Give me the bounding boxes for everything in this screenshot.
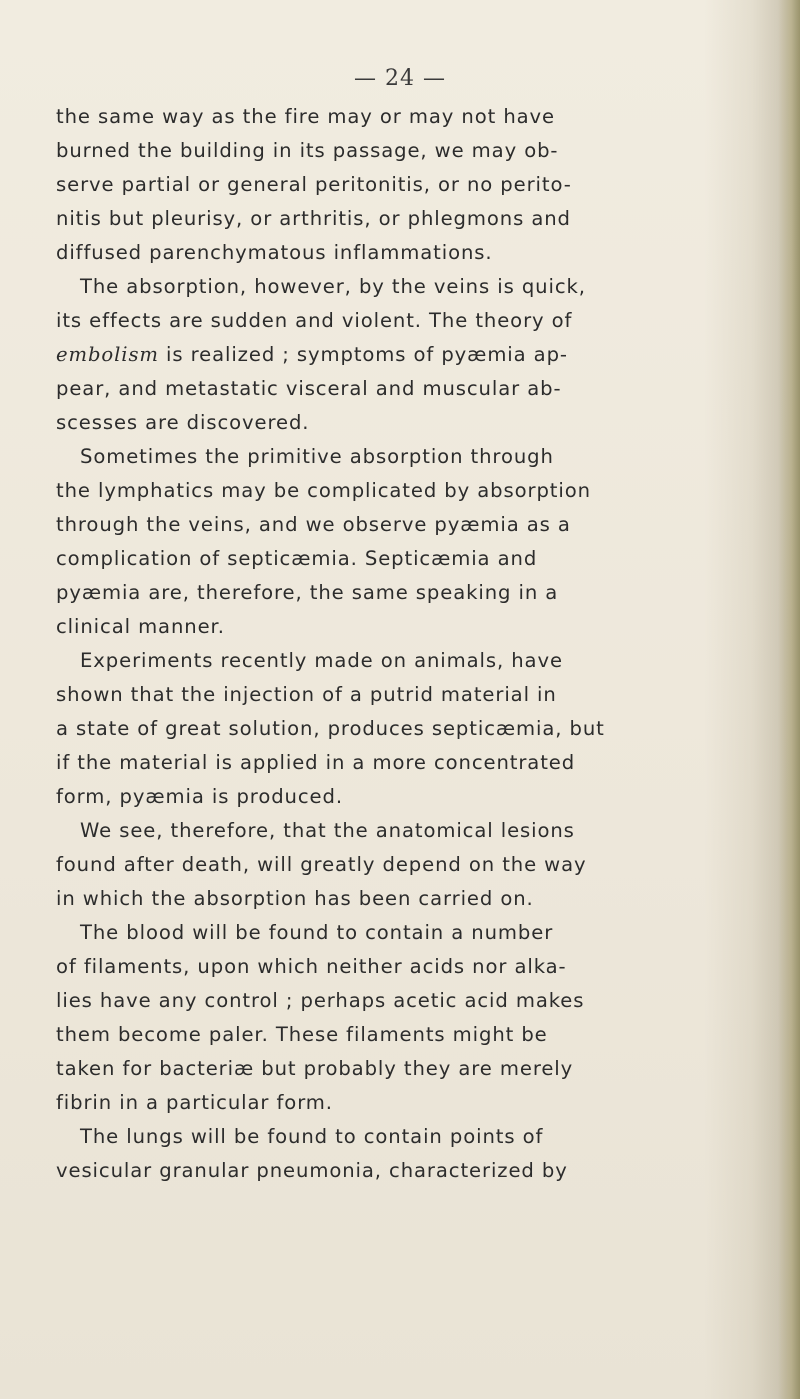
page-edge-shadow	[778, 0, 800, 1399]
text-line: clinical manner.	[56, 615, 225, 638]
text-line: through the veins, and we observe pyæmia as a	[56, 513, 571, 536]
text-line: pear, and metastatic visceral and muscular ab-	[56, 377, 562, 400]
text-line: complication of septicæmia. Septicæmia and	[56, 547, 538, 570]
text-line: fibrin in a particular form.	[56, 1091, 333, 1114]
paragraph-start-line: We see, therefore, that the anatomical lesions	[80, 819, 575, 842]
text-line: lies have any control ; perhaps acetic acid makes	[56, 989, 585, 1012]
body-text	[56, 100, 746, 1188]
italic-term: embolism	[56, 343, 159, 366]
text-line: of filaments, upon which neither acids nor alka-	[56, 955, 567, 978]
text-line: shown that the injection of a putrid material in	[56, 683, 557, 706]
paragraph-start-line: The blood will be found to contain a number	[80, 921, 554, 944]
text-line: form, pyæmia is produced.	[56, 785, 343, 808]
text-line: vesicular granular pneumonia, characterized by	[56, 1159, 568, 1182]
text-line: the same way as the fire may or may not have	[56, 105, 556, 128]
text-line: the lymphatics may be complicated by absorption	[56, 479, 591, 502]
page-number: — 24 —	[354, 66, 446, 91]
text-line: them become paler. These filaments might be	[56, 1023, 548, 1046]
text-fragment: is realized ; symptoms of pyæmia ap-	[158, 343, 568, 366]
text-line: nitis but pleurisy, or arthritis, or phlegmons and	[56, 207, 571, 230]
text-line: pyæmia are, therefore, the same speaking in a	[56, 581, 559, 604]
text-line: in which the absorption has been carried on.	[56, 887, 534, 910]
text-line: scesses are discovered.	[56, 411, 310, 434]
text-line: a state of great solution, produces septicæmia, but	[56, 717, 605, 740]
text-line: burned the building in its passage, we may ob-	[56, 139, 559, 162]
text-line: found after death, will greatly depend on the way	[56, 853, 587, 876]
text-line	[56, 338, 746, 372]
text-line: serve partial or general peritonitis, or no perito-	[56, 173, 572, 196]
paragraph-start-line: Experiments recently made on animals, have	[80, 649, 563, 672]
text-line: taken for bacteriæ but probably they are merely	[56, 1057, 574, 1080]
text-line: diffused parenchymatous inflammations.	[56, 241, 493, 264]
text-line: its effects are sudden and violent. The theory of	[56, 309, 573, 332]
paragraph-start-line: Sometimes the primitive absorption through	[80, 445, 554, 468]
text-line: if the material is applied in a more concentrated	[56, 751, 576, 774]
paragraph-start-line: The lungs will be found to contain points of	[80, 1125, 544, 1148]
paragraph-start-line: The absorption, however, by the veins is quick,	[80, 275, 586, 298]
